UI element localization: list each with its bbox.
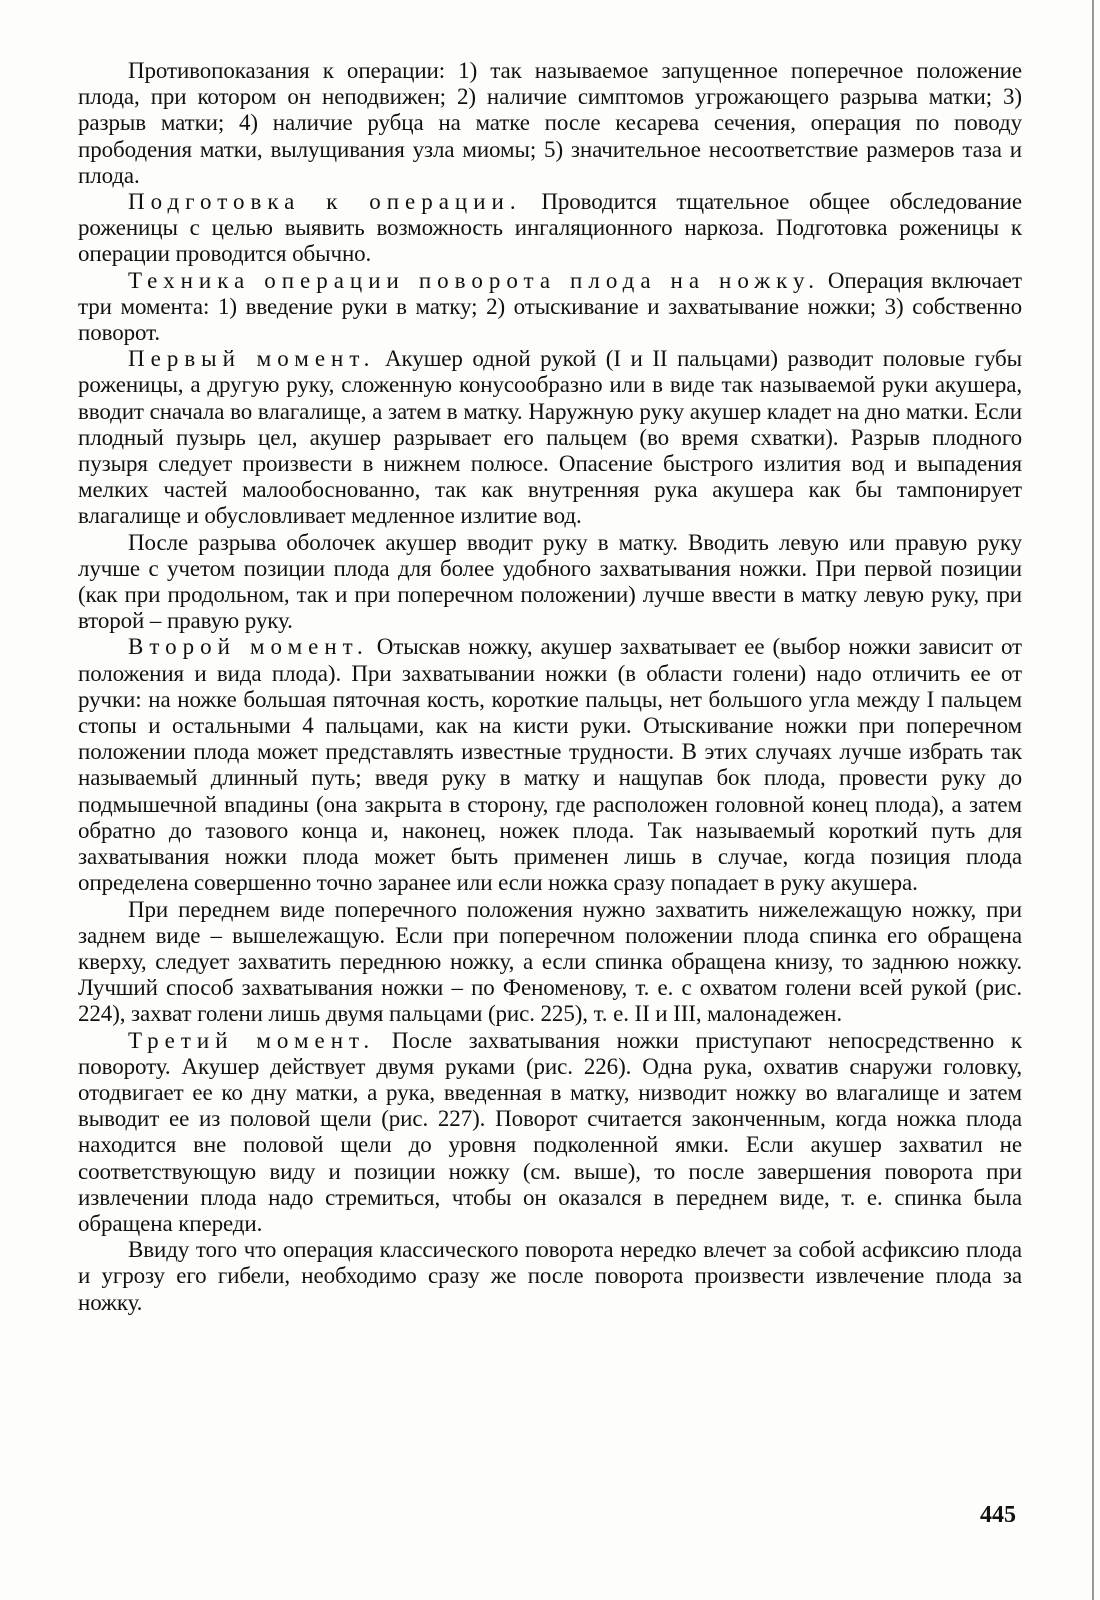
paragraph-preparation	[78, 189, 1022, 268]
paragraph-leg-choice	[78, 897, 1022, 1028]
paragraph-lead: Первый момент.	[128, 346, 376, 372]
paragraph-text: После захватывания ножки приступают непосредственно к повороту. Акушер действует двумя руками (рис. 226). Одна рука, охватив снаружи головку, отодвигает ее ко дну матки, а рука, введенная в матку, низводит ножку во влагалище и затем выводит ее из половой щели (рис. 227). Поворот считается законченным, когда ножка плода находится вне половой щели до уровня подколенной ямки. Если акушер захватил не соответствующую виду и позиции ножку (см. выше), то после завершения поворота при извлечении плода надо стремиться, чтобы он оказался в переднем виде, т. е. спинка была обращена кпереди.	[78, 1027, 1022, 1236]
page-number: 445	[980, 1502, 1016, 1528]
paragraph-contraindications	[78, 58, 1022, 189]
paragraph-lead: Техника операции поворота плода на ножку.	[128, 267, 820, 293]
paragraph-text: Акушер одной рукой (I и II пальцами) разводит половые губы роженицы, а другую руку, сложенную конусообразно или в виде так называемой руки акушера, вводит сначала во влагалище, а затем в матку. Наружную руку акушер кладет на дно матки. Если плодный пузырь цел, акушер разрывает его пальцем (во время схватки). Разрыв плодного пузыря следует произвести в нижнем полюсе. Опасение быстрого излития вод и выпадения мелких частей малообоснованно, так как внутренняя рука акушера как бы тампонирует влагалище и обусловливает медленное излитие вод.	[78, 346, 1022, 529]
paragraph-text: Ввиду того что операция классического поворота нередко влечет за собой асфиксию плода и угрозу его гибели, необходимо сразу же после поворота произвести извлечение плода за ножку.	[78, 1237, 1022, 1315]
body-text	[78, 58, 1022, 1316]
paragraph-lead: Второй момент.	[128, 634, 369, 660]
paragraph-text: Отыскав ножку, акушер захватывает ее (выбор ножки зависит от положения и вида плода). При захватывании ножки (в области голени) надо отличить ее от ручки: на ножке большая пяточная кость, короткие пальцы, нет большого угла между I пальцем стопы и остальными 4 пальцами, как на кисти руки. Отыскивание ножки при поперечном положении плода может представлять известные трудности. В этих случаях лучше избрать так называемый длинный путь; введя руку в матку и нащупав бок плода, провести руку до подмышечной впадины (она закрыта в сторону, где расположен головной конец плода), а затем обратно до тазового конца и, наконец, ножек плода. Так называемый короткий путь для захватывания ножки плода может быть применен лишь в случае, когда позиция плода определена совершенно точно заранее или если ножка сразу попадает в руку акушера.	[78, 634, 1022, 896]
paragraph-text: Противопоказания к операции: 1) так называемое запущенное поперечное положение плода, при котором он неподвижен; 2) наличие симптомов угрожающего разрыва матки; 3) разрыв матки; 4) наличие рубца на матке после кесарева сечения, операция по поводу прободения матки, вылущивания узла миомы; 5) значительное несоответствие размеров таза и плода.	[78, 58, 1022, 188]
paragraph-third-moment	[78, 1028, 1022, 1238]
paragraph-hand-insertion	[78, 530, 1022, 635]
scan-edge	[1092, 0, 1094, 1600]
paragraph-technique	[78, 268, 1022, 347]
paragraph-lead: Подготовка к операции.	[128, 189, 522, 215]
paragraph-lead: Третий момент.	[128, 1027, 376, 1053]
paragraph-first-moment	[78, 346, 1022, 529]
paragraph-text: После разрыва оболочек акушер вводит руку в матку. Вводить левую или правую руку лучше с учетом позиции плода для более удобного захватывания ножки. При первой позиции (как при продольном, так и при поперечном положении) лучше ввести в матку левую руку, при второй – правую руку.	[78, 529, 1022, 634]
paragraph-text: При переднем виде поперечного положения нужно захватить нижележащую ножку, при заднем виде – вышележащую. Если при поперечном положении плода спинка его обращена кверху, следует захватить переднюю ножку, а если спинка обращена книзу, то заднюю ножку. Лучший способ захватывания ножки – по Феноменову, т. е. с охватом голени всей рукой (рис. 224), захват голени лишь двумя пальцами (рис. 225), т. е. II и III, малонадежен.	[78, 896, 1022, 1027]
paragraph-text: Проводится тщательное общее обследование роженицы с целью выявить возможность ингаляционного наркоза. Подготовка роженицы к операции проводится обычно.	[78, 189, 1022, 267]
paragraph-conclusion	[78, 1237, 1022, 1316]
paragraph-text: Операция включает три момента: 1) введение руки в матку; 2) отыскивание и захватывание ножки; 3) собственно поворот.	[78, 267, 1022, 346]
paragraph-second-moment	[78, 634, 1022, 896]
